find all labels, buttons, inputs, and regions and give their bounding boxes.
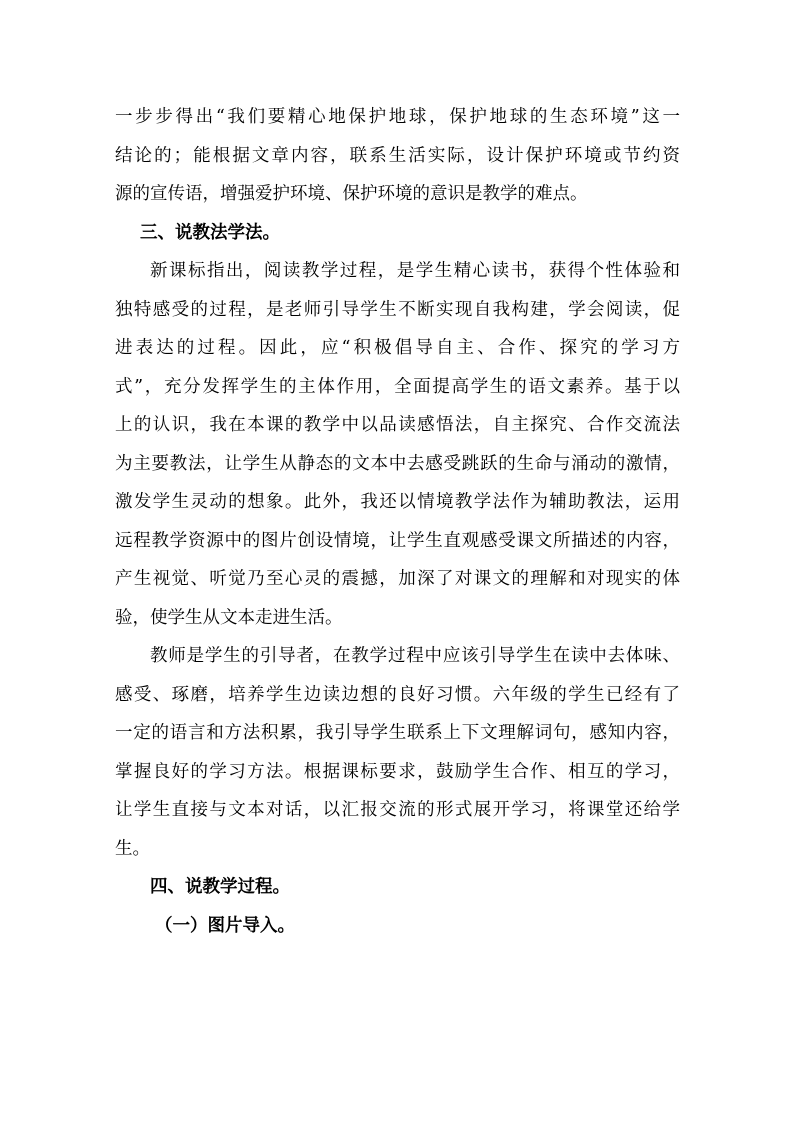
paragraph-line-10: 为主要教法，让学生从静态的文本中去感受跳跃的生命与涌动的激情， [115,453,680,474]
paragraph-line-14: 验，使学生从文本走进生活。 [115,607,343,628]
paragraph-line-6: 独特感受的过程，是老师引导学生不断实现自我构建，学会阅读，促 [115,299,680,320]
paragraph-line-12: 远程教学资源中的图片创设情境，让学生直观感受课文所描述的内容， [115,530,680,551]
section-heading-teaching-process: 四、说教学过程。 [150,877,290,897]
paragraph-line-9: 上的认识，我在本课的教学中以品读感悟法，自主探究、合作交流法 [115,415,680,435]
paragraph-line-11: 激发学生灵动的想象。此外，我还以情境教学法作为辅助教法，运用 [115,492,680,512]
paragraph-line-20: 生。 [115,838,150,859]
paragraph-line-1: 一步步得出“我们要精心地保护地球，保护地球的生态环境”这一 [115,107,680,127]
paragraph-line-17: 一定的语言和方法积累，我引导学生联系上下文理解词句，感知内容， [115,723,680,743]
paragraph-line-18: 掌握良好的学习方法。根据课标要求，鼓励学生合作、相互的学习， [115,761,680,782]
paragraph-line-13: 产生视觉、听觉乃至心灵的震撼，加深了对课文的理解和对现实的体 [115,569,680,589]
paragraph-line-19: 让学生直接与文本对话，以汇报交流的形式展开学习，将课堂还给学 [115,800,680,820]
paragraph-line-7: 进表达的过程。因此，应“积极倡导自主、合作、探究的学习方 [115,338,680,358]
section-heading-teaching-methods: 三、说教法学法。 [140,222,280,243]
paragraph-line-3: 源的宣传语，增强爱护环境、保护环境的意识是教学的难点。 [115,184,588,204]
paragraph-line-5: 新课标指出，阅读教学过程，是学生精心读书，获得个性体验和 [150,261,680,281]
paragraph-line-16: 感受、琢磨，培养学生边读边想的良好习惯。六年级的学生已经有了 [115,684,680,705]
paragraph-line-2: 结论的；能根据文章内容，联系生活实际，设计保护环境或节约资 [115,145,680,166]
paragraph-line-8: 式”，充分发挥学生的主体作用，全面提高学生的语文素养。基于以 [115,376,680,397]
document-body [115,98,680,945]
subsection-heading-picture-intro: （一）图片导入。 [155,915,295,936]
paragraph-line-15: 教师是学生的引导者，在教学过程中应该引导学生在读中去体味、 [150,646,680,666]
